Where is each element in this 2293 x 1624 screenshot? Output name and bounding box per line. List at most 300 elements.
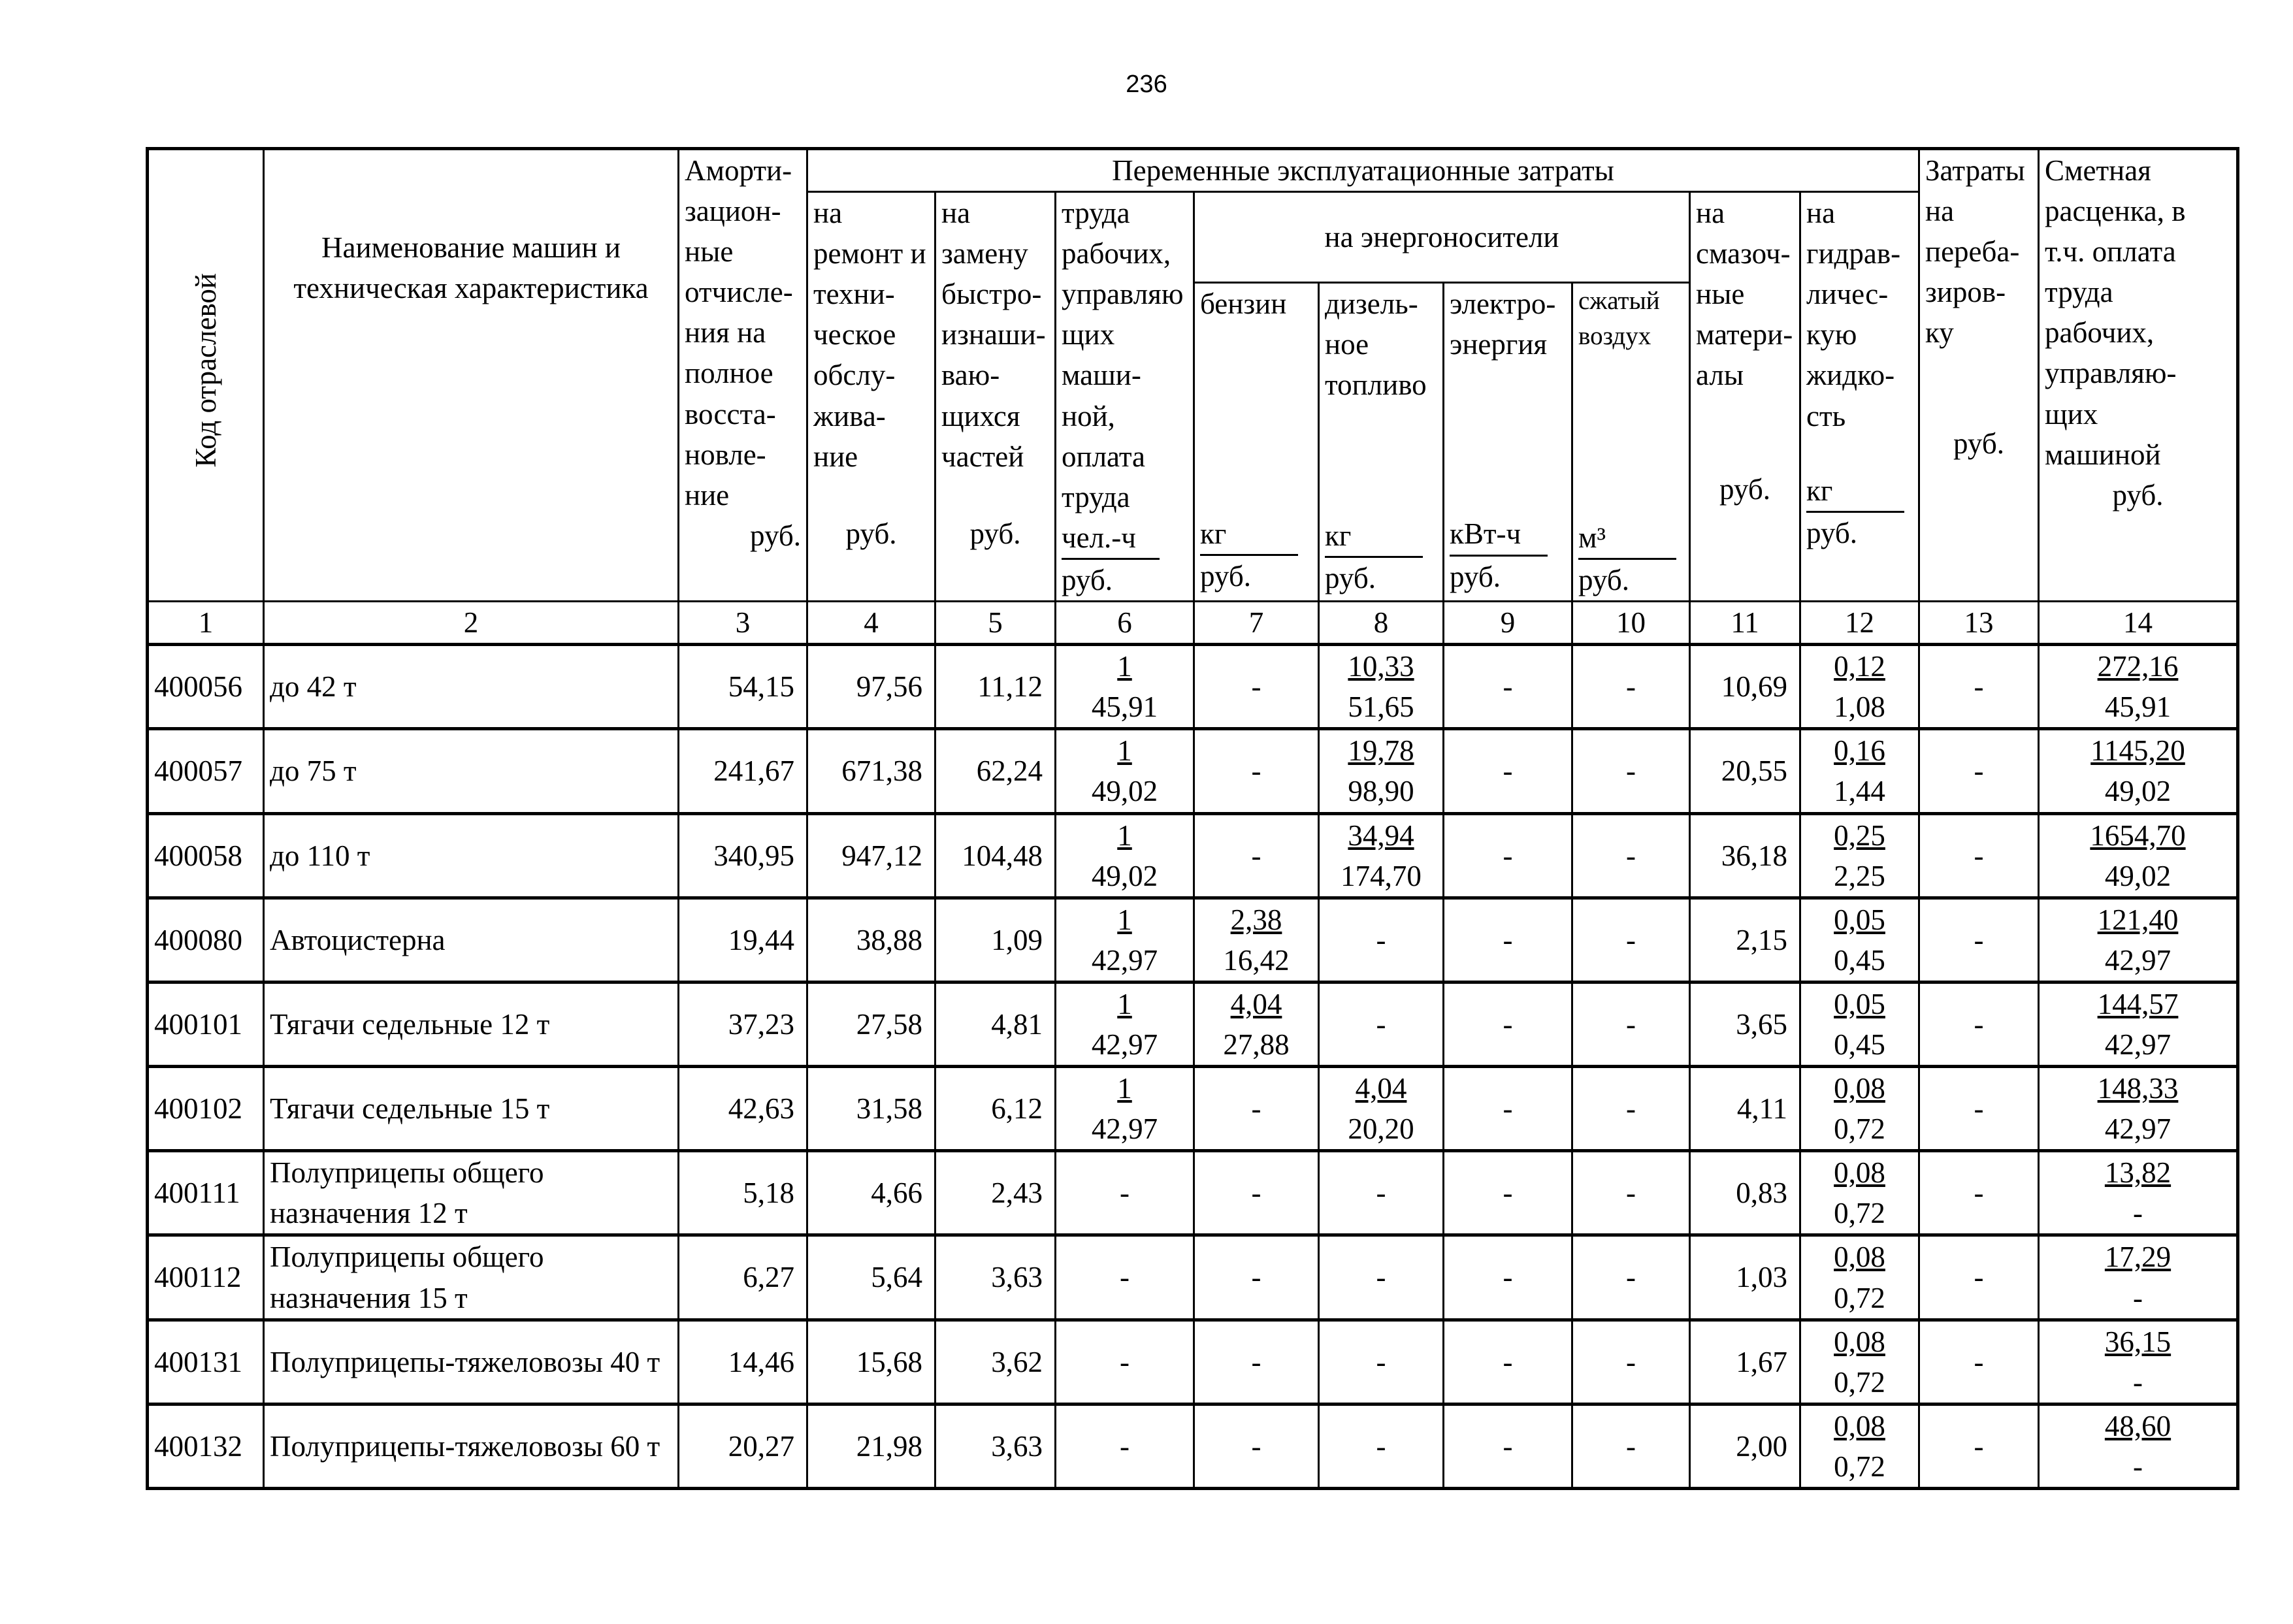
row-name xyxy=(264,1320,679,1404)
row-petrol-fraction-dash: - xyxy=(1251,1261,1261,1294)
row-replace-value: 3,63 xyxy=(991,1261,1043,1294)
row-petrol xyxy=(1194,1404,1319,1488)
row-repair-value: 31,58 xyxy=(856,1092,922,1126)
row-electric-value: - xyxy=(1503,755,1513,788)
row-estimate-fraction xyxy=(2045,1152,2231,1233)
header-air-unit-bottom: руб. xyxy=(1578,563,1629,596)
row-repair-value: 671,38 xyxy=(841,755,922,788)
row-name xyxy=(264,645,679,729)
table-row xyxy=(148,1151,2238,1235)
header-line: зацион- xyxy=(685,195,781,228)
row-electric-value: - xyxy=(1503,1345,1513,1378)
colnum-10: 10 xyxy=(1572,602,1690,645)
row-hydraulic xyxy=(1800,813,1919,898)
row-replace xyxy=(935,645,1056,729)
row-air xyxy=(1572,982,1690,1066)
header-line: обслу- xyxy=(813,359,896,392)
row-labor-fraction-bottom: 42,97 xyxy=(1091,1112,1158,1146)
row-replace-value: 1,09 xyxy=(991,923,1043,956)
row-electric xyxy=(1444,645,1572,729)
row-hydraulic xyxy=(1800,1151,1919,1235)
header-relocation xyxy=(1919,149,2039,602)
colnum-5: 5 xyxy=(935,602,1056,645)
row-labor-fraction xyxy=(1062,1068,1188,1149)
row-petrol xyxy=(1194,1320,1319,1404)
row-lubricant-value: 2,00 xyxy=(1736,1429,1787,1463)
header-replace-unit: руб. xyxy=(969,517,1021,550)
header-line: ные xyxy=(1696,278,1745,311)
table-row xyxy=(148,1067,2238,1151)
header-petrol-unit-top: кг xyxy=(1200,513,1298,556)
row-labor xyxy=(1056,1151,1194,1235)
header-line: отчисле- xyxy=(685,276,793,309)
header-diesel-text xyxy=(1325,284,1437,405)
row-diesel xyxy=(1319,813,1444,898)
row-estimate-fraction-bottom: 49,02 xyxy=(2104,775,2171,808)
row-air xyxy=(1572,1235,1690,1320)
row-relocation-value: - xyxy=(1974,923,1984,956)
header-line: на xyxy=(941,197,971,230)
row-electric xyxy=(1444,898,1572,982)
row-lubricant xyxy=(1690,1067,1800,1151)
header-line: щих xyxy=(1062,318,1115,351)
row-hydraulic-fraction-bottom: 2,25 xyxy=(1834,859,1885,892)
header-line: зиров- xyxy=(1925,276,2006,309)
row-labor-fraction-dash: - xyxy=(1120,1345,1130,1378)
row-replace xyxy=(935,1320,1056,1404)
row-labor xyxy=(1056,1320,1194,1404)
row-code-text: 400132 xyxy=(154,1429,242,1463)
row-petrol xyxy=(1194,645,1319,729)
header-labor-text xyxy=(1062,193,1188,517)
row-code-text: 400080 xyxy=(154,923,242,956)
row-diesel-fraction-bottom: 51,65 xyxy=(1348,690,1414,724)
row-electric xyxy=(1444,982,1572,1066)
header-air-text xyxy=(1578,284,1683,354)
row-lubricant xyxy=(1690,1404,1800,1488)
row-amort xyxy=(679,645,807,729)
header-line: труда xyxy=(1062,480,1130,513)
row-diesel-fraction-bottom: 20,20 xyxy=(1348,1112,1414,1146)
row-diesel xyxy=(1319,982,1444,1066)
header-line: новле- xyxy=(685,438,766,471)
header-air-unit-top: м³ xyxy=(1578,517,1676,560)
row-hydraulic-fraction-bottom: 0,45 xyxy=(1834,1028,1885,1061)
colnum-1: 1 xyxy=(148,602,264,645)
row-repair-value: 21,98 xyxy=(856,1429,922,1463)
row-petrol-fraction-bottom: 27,88 xyxy=(1223,1028,1290,1061)
row-air-value: - xyxy=(1626,923,1636,956)
colnum-2: 2 xyxy=(264,602,679,645)
row-labor-fraction-top: 1 xyxy=(1117,650,1132,683)
row-replace xyxy=(935,898,1056,982)
row-electric xyxy=(1444,1404,1572,1488)
header-line: ние xyxy=(685,478,730,512)
row-relocation xyxy=(1919,1404,2039,1488)
row-hydraulic-fraction-bottom: 0,72 xyxy=(1834,1112,1885,1146)
row-code-text: 400101 xyxy=(154,1007,242,1041)
header-line: изнаши- xyxy=(941,318,1046,351)
row-replace xyxy=(935,1151,1056,1235)
row-repair xyxy=(807,1235,935,1320)
row-hydraulic-fraction xyxy=(1806,646,1913,727)
row-estimate-fraction-top: 17,29 xyxy=(2104,1241,2171,1274)
header-lubricant-unit: руб. xyxy=(1719,472,1770,506)
header-line: оплата xyxy=(1062,440,1146,473)
row-amort xyxy=(679,729,807,813)
row-air xyxy=(1572,1404,1690,1488)
row-amort xyxy=(679,1151,807,1235)
colnum-7: 7 xyxy=(1194,602,1319,645)
row-replace xyxy=(935,1235,1056,1320)
header-hydraulic xyxy=(1800,192,1919,602)
row-estimate-fraction-bottom: 45,91 xyxy=(2104,690,2171,724)
row-hydraulic xyxy=(1800,729,1919,813)
row-relocation xyxy=(1919,898,2039,982)
row-air-value: - xyxy=(1626,670,1636,704)
header-line: переба- xyxy=(1925,235,2020,268)
header-line: гидрав- xyxy=(1806,237,1901,270)
row-petrol-fraction-dash: - xyxy=(1251,670,1261,704)
row-lubricant-value: 3,65 xyxy=(1736,1007,1787,1041)
row-repair-value: 97,56 xyxy=(856,670,922,704)
row-petrol xyxy=(1194,982,1319,1066)
header-electric-unit-top: кВт-ч xyxy=(1450,513,1548,556)
row-diesel-fraction-top: 10,33 xyxy=(1348,650,1414,683)
row-relocation-value: - xyxy=(1974,755,1984,788)
row-labor-fraction xyxy=(1062,730,1188,811)
row-estimate-fraction-top: 121,40 xyxy=(2097,903,2179,936)
row-amort-value: 54,15 xyxy=(728,670,794,704)
header-line: рабочих, xyxy=(2045,316,2155,349)
row-estimate-fraction xyxy=(2045,646,2231,727)
row-petrol-fraction-top: 2,38 xyxy=(1230,903,1282,936)
row-hydraulic-fraction-top: 0,16 xyxy=(1834,734,1885,768)
header-name xyxy=(264,149,679,602)
row-repair xyxy=(807,645,935,729)
row-hydraulic xyxy=(1800,645,1919,729)
header-line: маши- xyxy=(1062,359,1141,392)
row-petrol-fraction-dash: - xyxy=(1251,755,1261,788)
row-name xyxy=(264,1235,679,1320)
colnum-9: 9 xyxy=(1444,602,1572,645)
row-labor-fraction-top: 1 xyxy=(1117,819,1132,852)
row-replace-value: 4,81 xyxy=(991,1007,1043,1041)
row-name-text: до 42 т xyxy=(270,670,357,704)
row-name-text: Тягачи седельные 15 т xyxy=(270,1092,550,1126)
row-replace-value: 2,43 xyxy=(991,1177,1043,1210)
row-air xyxy=(1572,1151,1690,1235)
row-code xyxy=(148,898,264,982)
row-labor-fraction xyxy=(1062,646,1188,727)
table-row xyxy=(148,729,2238,813)
row-air-value: - xyxy=(1626,839,1636,872)
row-diesel-fraction xyxy=(1325,730,1437,811)
row-petrol-fraction xyxy=(1200,984,1312,1065)
row-labor-fraction-bottom: 45,91 xyxy=(1091,690,1158,724)
row-code-text: 400112 xyxy=(154,1261,242,1294)
header-labor-unit-top: чел.-ч xyxy=(1062,517,1160,560)
row-estimate xyxy=(2039,1320,2238,1404)
row-air xyxy=(1572,898,1690,982)
row-labor-fraction-top: 1 xyxy=(1117,903,1132,936)
header-energy-group: на энергоносители xyxy=(1194,192,1690,283)
row-petrol-fraction-top: 4,04 xyxy=(1230,987,1282,1020)
table-row xyxy=(148,898,2238,982)
row-code-text: 400056 xyxy=(154,670,242,704)
header-hydraulic-unit-top: кг xyxy=(1806,470,1904,513)
row-hydraulic-fraction xyxy=(1806,730,1913,811)
row-estimate-fraction-top: 36,15 xyxy=(2104,1325,2171,1358)
header-line: электро- xyxy=(1450,287,1556,321)
header-electric-text xyxy=(1450,284,1566,365)
table-row xyxy=(148,1320,2238,1404)
row-labor-fraction-bottom: 49,02 xyxy=(1091,775,1158,808)
row-amort-value: 241,67 xyxy=(713,755,794,788)
row-petrol xyxy=(1194,898,1319,982)
row-electric-value: - xyxy=(1503,1429,1513,1463)
header-petrol-unit-bottom: руб. xyxy=(1200,560,1251,593)
header-line: полное xyxy=(685,357,773,390)
header-line: сжатый xyxy=(1578,287,1660,316)
row-diesel xyxy=(1319,1067,1444,1151)
row-lubricant-value: 36,18 xyxy=(1721,839,1787,872)
row-hydraulic-fraction-bottom: 0,45 xyxy=(1834,943,1885,977)
row-code-text: 400057 xyxy=(154,755,242,788)
header-electric-unit-bottom: руб. xyxy=(1450,560,1501,593)
row-labor-fraction xyxy=(1062,984,1188,1065)
header-line: смазоч- xyxy=(1696,237,1791,270)
row-repair-value: 947,12 xyxy=(841,839,922,872)
header-line: ния на xyxy=(685,316,766,349)
row-hydraulic-fraction xyxy=(1806,1152,1913,1233)
row-estimate xyxy=(2039,1235,2238,1320)
row-air xyxy=(1572,813,1690,898)
header-line: на xyxy=(1925,195,1955,228)
row-repair xyxy=(807,813,935,898)
row-amort-value: 5,18 xyxy=(743,1177,794,1210)
row-diesel xyxy=(1319,898,1444,982)
row-amort-value: 42,63 xyxy=(728,1092,794,1126)
header-amort xyxy=(679,149,807,602)
row-relocation xyxy=(1919,729,2039,813)
row-air-value: - xyxy=(1626,1092,1636,1126)
header-relocation-text xyxy=(1925,150,2032,353)
row-replace-value: 11,12 xyxy=(977,670,1043,704)
header-line: кую xyxy=(1806,318,1857,351)
row-hydraulic-fraction xyxy=(1806,1406,1913,1487)
row-hydraulic-fraction-bottom: 0,72 xyxy=(1834,1365,1885,1399)
header-line: щих xyxy=(2045,397,2098,430)
row-labor xyxy=(1056,813,1194,898)
row-replace xyxy=(935,1067,1056,1151)
header-line: труда xyxy=(2045,276,2113,309)
row-air-value: - xyxy=(1626,1177,1636,1210)
header-line: топливо xyxy=(1325,368,1427,402)
row-labor-fraction xyxy=(1062,815,1188,896)
row-diesel xyxy=(1319,1320,1444,1404)
row-petrol xyxy=(1194,1151,1319,1235)
column-numbers-row xyxy=(148,602,2238,645)
row-code-text: 400131 xyxy=(154,1345,242,1378)
header-replace xyxy=(935,192,1056,602)
header-line: ческое xyxy=(813,318,896,351)
row-repair xyxy=(807,729,935,813)
row-air xyxy=(1572,1067,1690,1151)
row-diesel-fraction-top: 19,78 xyxy=(1348,734,1414,768)
row-air xyxy=(1572,729,1690,813)
header-line: на xyxy=(1806,197,1836,230)
row-labor-fraction-dash: - xyxy=(1120,1177,1130,1210)
row-relocation-value: - xyxy=(1974,1261,1984,1294)
row-name-text: Полуприцепы общего назначения 15 т xyxy=(270,1241,544,1314)
header-labor-unit-bottom: руб. xyxy=(1062,563,1113,596)
row-estimate-fraction-top: 144,57 xyxy=(2097,987,2179,1020)
row-labor xyxy=(1056,898,1194,982)
header-replace-text xyxy=(941,193,1049,477)
row-hydraulic-fraction xyxy=(1806,1322,1913,1403)
header-electric xyxy=(1444,283,1572,602)
colnum-3: 3 xyxy=(679,602,807,645)
row-diesel-fraction-bottom: 98,90 xyxy=(1348,775,1414,808)
row-repair-value: 27,58 xyxy=(856,1007,922,1041)
row-relocation-value: - xyxy=(1974,1007,1984,1041)
row-code xyxy=(148,982,264,1066)
table-row xyxy=(148,645,2238,729)
row-diesel-fraction-dash: - xyxy=(1376,1429,1386,1463)
row-petrol-fraction-bottom: 16,42 xyxy=(1223,943,1290,977)
row-hydraulic-fraction-bottom: 0,72 xyxy=(1834,1197,1885,1230)
row-petrol xyxy=(1194,729,1319,813)
table-row xyxy=(148,982,2238,1066)
header-line: замену xyxy=(941,237,1028,270)
header-line: ваю- xyxy=(941,359,1000,392)
row-diesel-fraction xyxy=(1325,815,1437,896)
row-lubricant xyxy=(1690,982,1800,1066)
row-hydraulic-fraction-top: 0,05 xyxy=(1834,987,1885,1020)
row-estimate-fraction-bottom: - xyxy=(2133,1197,2143,1230)
row-relocation xyxy=(1919,1320,2039,1404)
header-diesel xyxy=(1319,283,1444,602)
row-diesel-fraction-bottom: 174,70 xyxy=(1341,859,1422,892)
header-line: Аморти- xyxy=(685,154,792,187)
row-estimate-fraction-top: 48,60 xyxy=(2104,1409,2171,1442)
row-lubricant xyxy=(1690,1151,1800,1235)
row-relocation-value: - xyxy=(1974,839,1984,872)
row-estimate xyxy=(2039,1404,2238,1488)
header-petrol-label: бензин xyxy=(1200,287,1287,321)
header-line: ное xyxy=(1325,328,1369,361)
header-amort-unit: руб. xyxy=(750,519,801,552)
row-repair-value: 5,64 xyxy=(871,1261,922,1294)
header-line: быстро- xyxy=(941,278,1042,311)
row-code xyxy=(148,1067,264,1151)
row-estimate-fraction-bottom: - xyxy=(2133,1281,2143,1314)
row-replace-value: 3,63 xyxy=(991,1429,1043,1463)
row-lubricant xyxy=(1690,1320,1800,1404)
row-lubricant-value: 2,15 xyxy=(1736,923,1787,956)
row-electric-value: - xyxy=(1503,1261,1513,1294)
header-line: сть xyxy=(1806,399,1846,432)
machines-cost-table xyxy=(146,147,2239,1490)
row-relocation-value: - xyxy=(1974,1345,1984,1378)
row-diesel-fraction-dash: - xyxy=(1376,1345,1386,1378)
row-hydraulic-fraction xyxy=(1806,984,1913,1065)
row-lubricant xyxy=(1690,1235,1800,1320)
row-hydraulic-fraction-bottom: 0,72 xyxy=(1834,1281,1885,1314)
row-amort xyxy=(679,1235,807,1320)
row-name xyxy=(264,729,679,813)
header-variable-group: Переменные эксплуатационные затраты xyxy=(807,149,1919,192)
row-diesel-fraction-top: 4,04 xyxy=(1355,1072,1407,1105)
row-amort-value: 19,44 xyxy=(728,923,794,956)
header-line: алы xyxy=(1696,359,1744,392)
row-hydraulic-fraction-top: 0,08 xyxy=(1834,1156,1885,1190)
row-repair-value: 4,66 xyxy=(871,1177,922,1210)
header-line: восста- xyxy=(685,397,776,430)
row-relocation xyxy=(1919,1235,2039,1320)
row-labor-fraction-bottom: 42,97 xyxy=(1091,1028,1158,1061)
row-replace-value: 62,24 xyxy=(976,755,1043,788)
row-amort-value: 6,27 xyxy=(743,1261,794,1294)
header-code xyxy=(148,149,264,602)
header-hydraulic-text xyxy=(1806,193,1913,436)
row-diesel-fraction-dash: - xyxy=(1376,1007,1386,1041)
row-estimate-fraction xyxy=(2045,1406,2231,1487)
colnum-8: 8 xyxy=(1319,602,1444,645)
row-hydraulic-fraction-bottom: 1,44 xyxy=(1834,775,1885,808)
row-relocation xyxy=(1919,1151,2039,1235)
row-labor xyxy=(1056,1404,1194,1488)
header-line: щихся xyxy=(941,399,1020,432)
header-line: жидко- xyxy=(1806,359,1895,392)
header-relocation-unit: руб. xyxy=(1953,427,2004,461)
row-code xyxy=(148,1320,264,1404)
row-relocation-value: - xyxy=(1974,1177,1984,1210)
data-rows xyxy=(148,645,2238,1489)
row-hydraulic xyxy=(1800,1404,1919,1488)
header-estimate-unit: руб. xyxy=(2112,478,2164,512)
row-code xyxy=(148,1404,264,1488)
row-petrol-fraction-dash: - xyxy=(1251,1345,1261,1378)
header-amort-text xyxy=(685,150,801,515)
row-lubricant xyxy=(1690,729,1800,813)
row-labor-fraction-top: 1 xyxy=(1117,1072,1132,1105)
row-repair xyxy=(807,1320,935,1404)
table-row xyxy=(148,813,2238,898)
row-estimate-fraction-top: 148,33 xyxy=(2097,1072,2179,1105)
row-diesel-fraction-dash: - xyxy=(1376,1177,1386,1210)
header-line: жива- xyxy=(813,399,886,432)
row-hydraulic-fraction xyxy=(1806,815,1913,896)
row-electric xyxy=(1444,1067,1572,1151)
row-diesel-fraction-dash: - xyxy=(1376,1261,1386,1294)
row-petrol-fraction-dash: - xyxy=(1251,1092,1261,1126)
colnum-13: 13 xyxy=(1919,602,2039,645)
row-estimate-fraction xyxy=(2045,900,2231,981)
colnum-12: 12 xyxy=(1800,602,1919,645)
header-line: техни- xyxy=(813,278,895,311)
row-labor-fraction-top: 1 xyxy=(1117,987,1132,1020)
row-name xyxy=(264,1067,679,1151)
row-estimate xyxy=(2039,982,2238,1066)
row-repair xyxy=(807,898,935,982)
header-air xyxy=(1572,283,1690,602)
table-row xyxy=(148,1404,2238,1488)
header-row-1 xyxy=(148,149,2238,192)
row-diesel-fraction-dash: - xyxy=(1376,923,1386,956)
row-estimate-fraction xyxy=(2045,1237,2231,1318)
